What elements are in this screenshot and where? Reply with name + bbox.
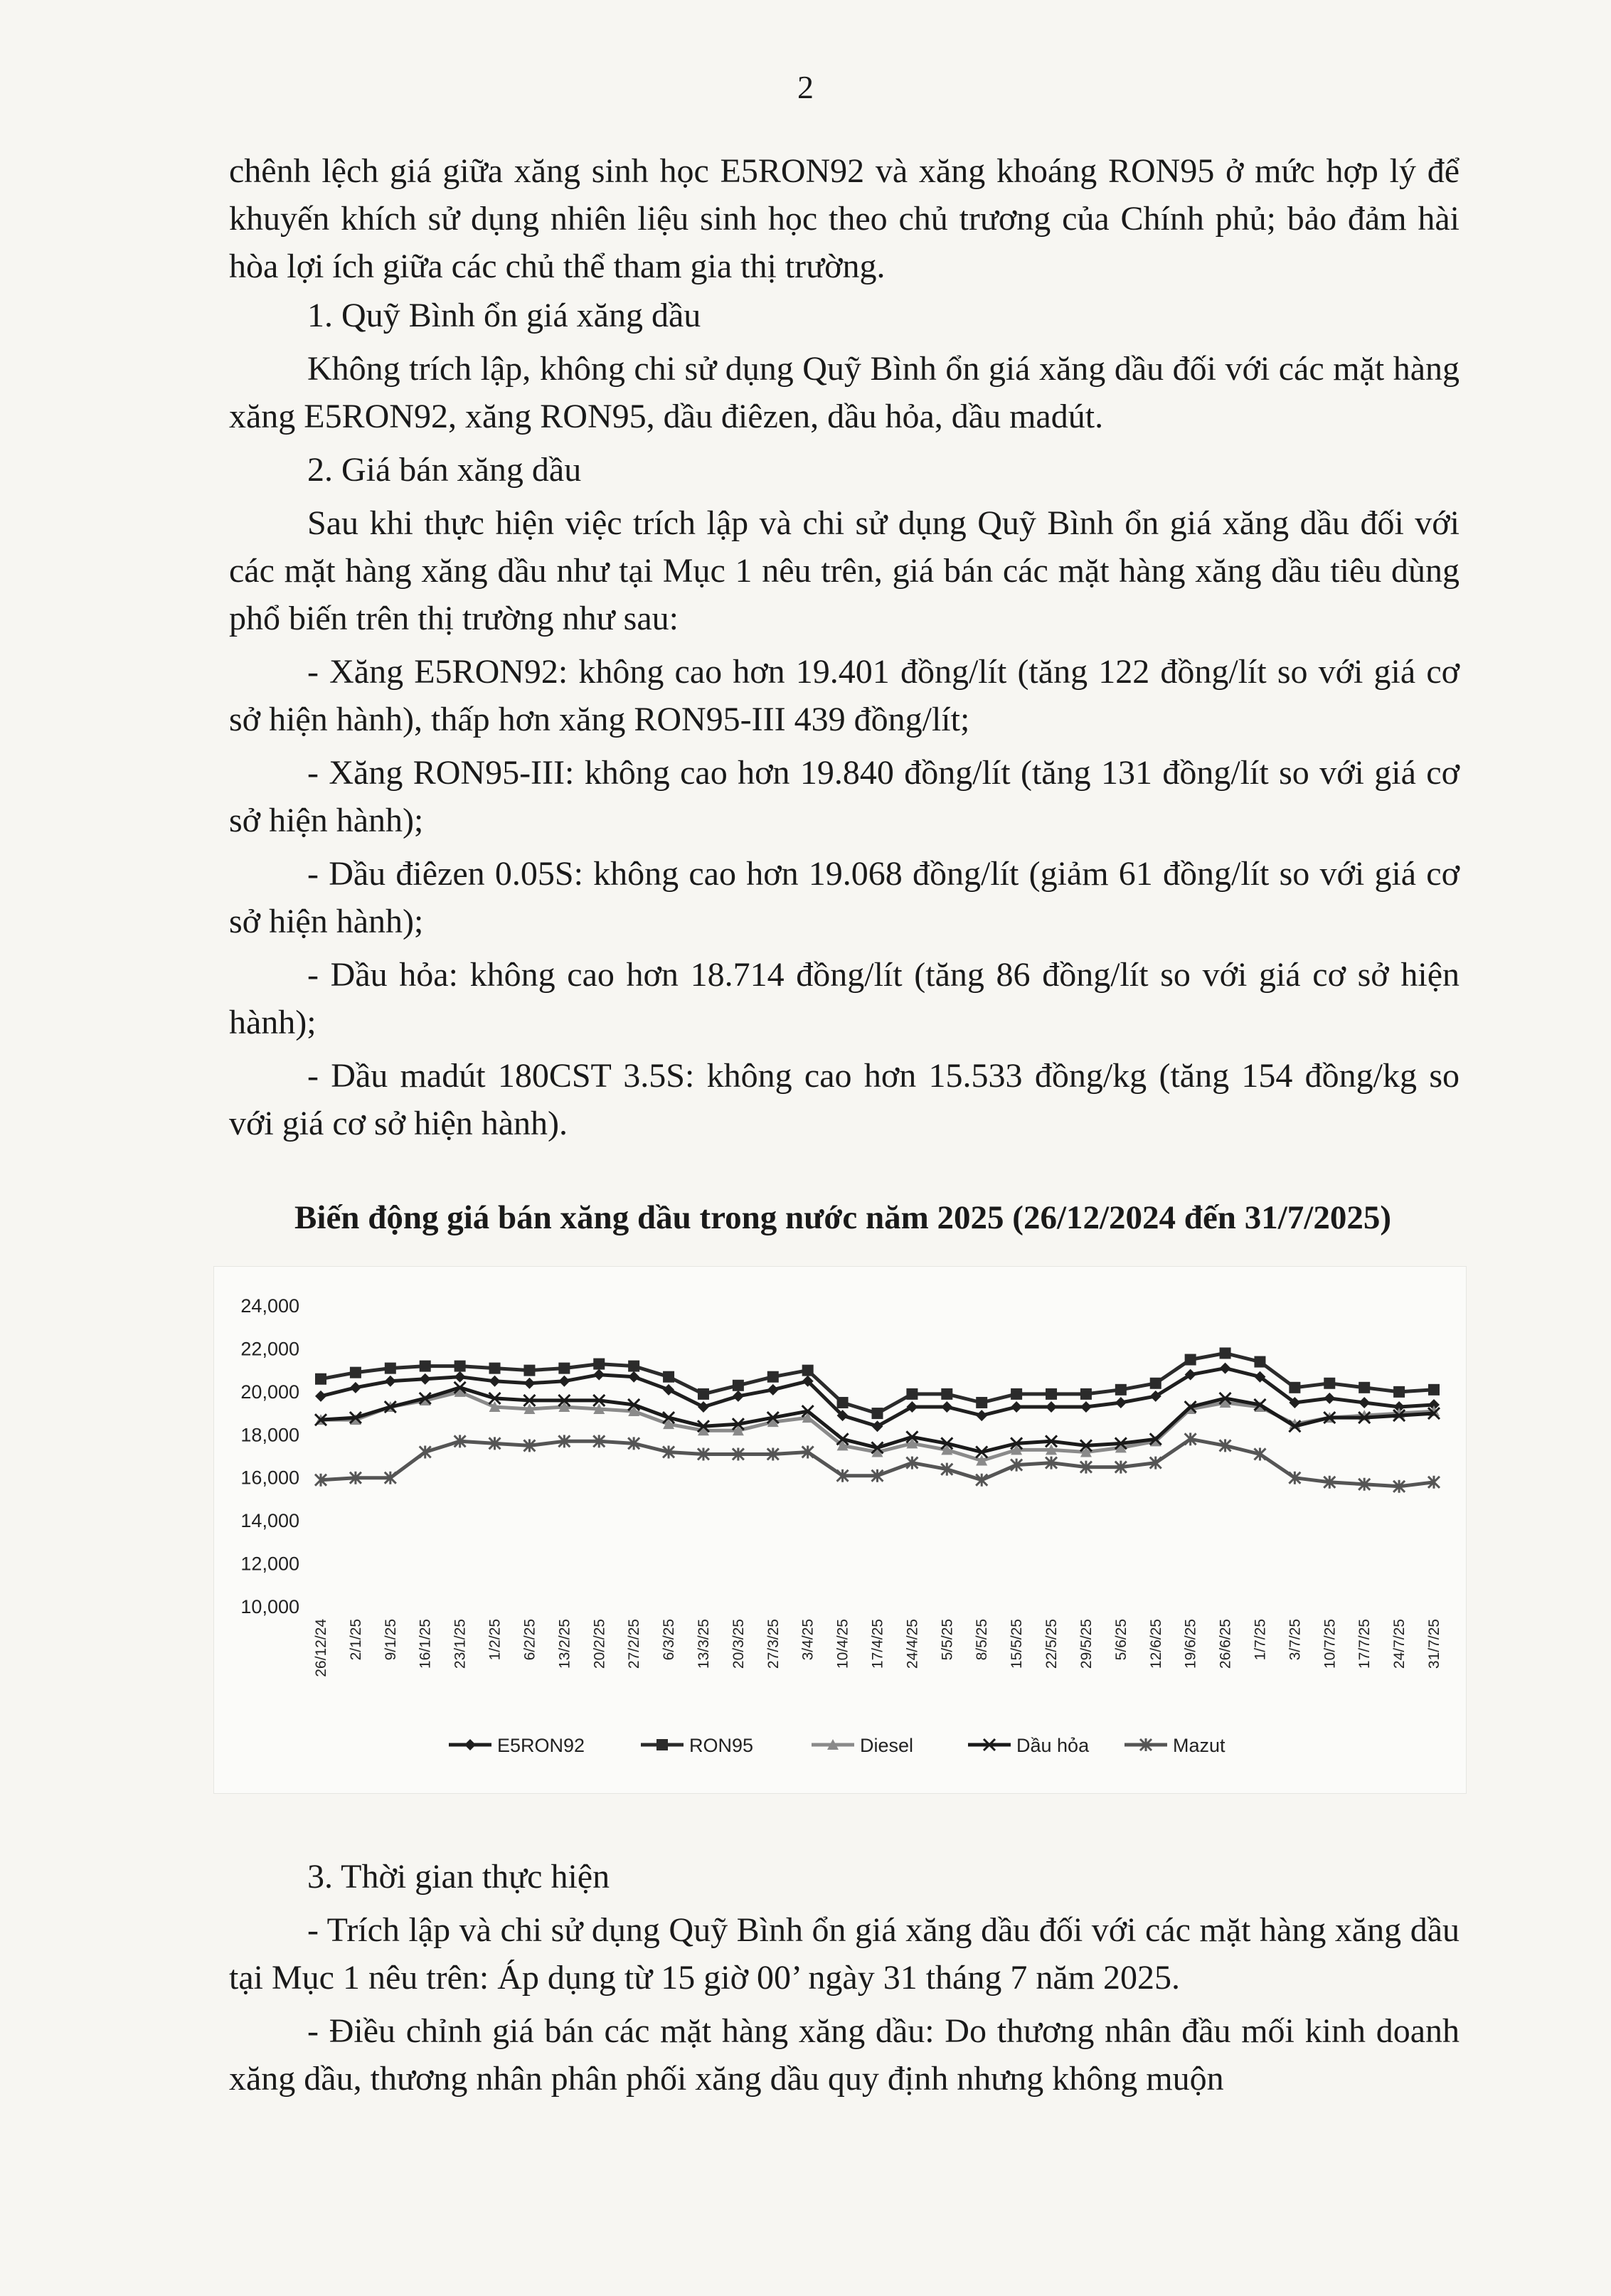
price-item-ron95: - Xăng RON95-III: không cao hơn 19.840 đồng/lít (tăng 131 đồng/lít so với giá cơ sở hiện hành); (229, 754, 1460, 839)
data-point (976, 1397, 987, 1408)
x-tick-label: 1/2/25 (487, 1619, 504, 1661)
x-tick-label: 17/4/25 (869, 1619, 886, 1669)
legend-item (449, 1735, 585, 1756)
chart-legend (449, 1735, 1225, 1756)
data-point (733, 1391, 744, 1402)
x-tick-label: 27/3/25 (765, 1619, 782, 1669)
data-point (628, 1371, 639, 1383)
legend-label: E5RON92 (497, 1735, 585, 1756)
data-point (1046, 1388, 1057, 1400)
data-point (523, 1365, 535, 1376)
y-tick-label: 16,000 (240, 1467, 299, 1489)
data-point (656, 1739, 668, 1750)
data-point (698, 1388, 709, 1400)
data-point (802, 1365, 814, 1376)
data-point (1115, 1397, 1127, 1408)
data-point (1220, 1347, 1231, 1359)
x-tick-label: 1/7/25 (1252, 1619, 1269, 1661)
legend-label: Dầu hỏa (1016, 1735, 1090, 1756)
data-point (906, 1388, 918, 1400)
data-point (1324, 1378, 1335, 1389)
data-point (767, 1384, 779, 1396)
series-dầu-hỏa (315, 1382, 1440, 1458)
x-tick-label: 2/1/25 (347, 1619, 364, 1661)
x-tick-label: 3/4/25 (799, 1619, 817, 1661)
price-item-kerosene: - Dầu hỏa: không cao hơn 18.714 đồng/lít (tăng 86 đồng/lít so với giá cơ sở hiện hành); (229, 956, 1460, 1041)
x-tick-label: 13/2/25 (556, 1619, 573, 1669)
x-tick-label: 26/6/25 (1217, 1619, 1234, 1669)
data-point (1359, 1397, 1370, 1408)
price-line-chart (214, 1267, 1466, 1793)
chart-title: Biến động giá bán xăng dầu trong nước năm 2025 (26/12/2024 đến 31/7/2025) (294, 1199, 1391, 1236)
y-tick-label: 12,000 (240, 1553, 299, 1575)
legend-item (641, 1735, 753, 1756)
y-tick-label: 24,000 (240, 1295, 299, 1317)
y-tick-label: 18,000 (240, 1424, 299, 1446)
data-point (315, 1373, 326, 1385)
data-point (1393, 1386, 1405, 1398)
data-point (733, 1380, 744, 1391)
data-point (1428, 1384, 1440, 1396)
data-point (1220, 1363, 1231, 1374)
data-point (420, 1361, 431, 1372)
data-point (1046, 1401, 1057, 1413)
x-tick-label: 23/1/25 (452, 1619, 469, 1669)
y-tick-label: 22,000 (240, 1338, 299, 1360)
data-point (1324, 1393, 1335, 1404)
y-tick-label: 20,000 (240, 1381, 299, 1403)
legend-item (1124, 1735, 1225, 1756)
data-point (1150, 1378, 1161, 1389)
x-tick-label: 6/3/25 (661, 1619, 678, 1661)
data-point (454, 1361, 466, 1372)
page-number: 2 (797, 69, 814, 105)
data-point (663, 1371, 674, 1383)
data-point (767, 1371, 779, 1383)
data-point (558, 1363, 570, 1374)
legend-label: RON95 (689, 1735, 754, 1756)
x-tick-label: 3/7/25 (1287, 1619, 1304, 1661)
x-tick-label: 10/4/25 (834, 1619, 851, 1669)
x-tick-label: 19/6/25 (1182, 1619, 1199, 1669)
x-tick-label: 12/6/25 (1147, 1619, 1164, 1669)
data-point (1080, 1388, 1092, 1400)
chart-frame (213, 1266, 1467, 1794)
x-axis-labels (313, 1619, 1442, 1677)
legend-label: Mazut (1173, 1735, 1225, 1756)
x-tick-label: 26/12/24 (313, 1619, 329, 1677)
x-tick-label: 24/7/25 (1391, 1619, 1408, 1669)
data-point (941, 1388, 952, 1400)
series-e5ron92 (315, 1363, 1440, 1433)
x-tick-label: 31/7/25 (1426, 1619, 1442, 1669)
price-item-mazut: - Dầu madút 180CST 3.5S: không cao hơn 15.533 đồng/kg (tăng 154 đồng/kg so với giá cơ sở hiện hành). (229, 1057, 1460, 1142)
x-tick-label: 5/6/25 (1112, 1619, 1129, 1661)
data-point (663, 1384, 674, 1396)
section-2-body: Sau khi thực hiện việc trích lập và chi sử dụng Quỹ Bình ổn giá xăng dầu đối với các mặt hàng xăng dầu như tại Mục 1 nêu trên, giá bán các mặt hàng xăng dầu tiêu dùng phổ biến trên thị trường như sau: (229, 504, 1460, 637)
data-point (1185, 1354, 1196, 1366)
x-tick-label: 16/1/25 (417, 1619, 434, 1669)
body-text-top (229, 147, 1460, 1147)
y-axis-labels (240, 1295, 299, 1617)
data-point (1115, 1384, 1127, 1396)
data-point (872, 1408, 883, 1419)
x-tick-label: 24/4/25 (904, 1619, 921, 1669)
data-point (489, 1363, 501, 1374)
x-tick-label: 13/3/25 (695, 1619, 712, 1669)
data-point (1011, 1388, 1022, 1400)
x-tick-label: 20/3/25 (730, 1619, 747, 1669)
data-point (523, 1378, 535, 1389)
data-point (976, 1410, 987, 1421)
data-point (464, 1739, 476, 1750)
x-tick-label: 5/5/25 (939, 1619, 956, 1661)
x-tick-label: 9/1/25 (382, 1619, 399, 1661)
x-tick-label: 6/2/25 (521, 1619, 538, 1661)
timing-item-price: - Điều chỉnh giá bán các mặt hàng xăng dầu: Do thương nhân đầu mối kinh doanh xăng dầu, thương nhân phân phối xăng dầu quy định nhưng không muộn (229, 2012, 1460, 2098)
x-tick-label: 22/5/25 (1043, 1619, 1060, 1669)
data-point (385, 1376, 396, 1387)
data-point (1254, 1356, 1265, 1368)
legend-item (812, 1735, 913, 1756)
x-tick-label: 15/5/25 (1009, 1619, 1026, 1669)
section-3-heading: 3. Thời gian thực hiện (307, 1858, 610, 1896)
data-point (420, 1373, 431, 1385)
x-tick-label: 17/7/25 (1356, 1619, 1373, 1669)
data-point (698, 1401, 709, 1413)
data-point (593, 1359, 605, 1370)
data-point (350, 1367, 361, 1378)
data-point (1359, 1382, 1370, 1393)
x-tick-label: 27/2/25 (626, 1619, 643, 1669)
data-point (593, 1369, 605, 1381)
data-point (628, 1361, 639, 1372)
data-point (837, 1397, 849, 1408)
series-mazut (315, 1433, 1440, 1492)
price-item-diesel: - Dầu điêzen 0.05S: không cao hơn 19.068 đồng/lít (giảm 61 đồng/lít so với giá cơ sở hiện hành); (229, 855, 1460, 940)
data-point (350, 1382, 361, 1393)
x-tick-label: 10/7/25 (1322, 1619, 1339, 1669)
price-item-e5ron92: - Xăng E5RON92: không cao hơn 19.401 đồng/lít (tăng 122 đồng/lít so với giá cơ sở hiện hành), thấp hơn xăng RON95-III 439 đồng/lít; (229, 653, 1460, 738)
section-1-heading: 1. Quỹ Bình ổn giá xăng dầu (307, 297, 701, 334)
legend-label: Diesel (860, 1735, 914, 1756)
data-point (941, 1401, 952, 1413)
x-tick-label: 8/5/25 (974, 1619, 991, 1661)
data-point (1289, 1382, 1300, 1393)
data-point (454, 1371, 466, 1383)
section-2-heading: 2. Giá bán xăng dầu (307, 451, 582, 489)
legend-item (968, 1735, 1090, 1756)
data-point (489, 1376, 501, 1387)
timing-item-fund: - Trích lập và chi sử dụng Quỹ Bình ổn giá xăng dầu đối với các mặt hàng xăng dầu tại Mục 1 nêu trên: Áp dụng từ 15 giờ 00’ ngày 31 tháng 7 năm 2025. (229, 1911, 1460, 1997)
y-tick-label: 14,000 (240, 1510, 299, 1532)
data-point (1011, 1401, 1022, 1413)
data-point (315, 1391, 326, 1402)
data-point (1080, 1401, 1092, 1413)
x-tick-label: 20/2/25 (591, 1619, 608, 1669)
data-point (558, 1376, 570, 1387)
data-point (385, 1363, 396, 1374)
x-tick-label: 29/5/25 (1078, 1619, 1095, 1669)
intro-paragraph: chênh lệch giá giữa xăng sinh học E5RON92 và xăng khoáng RON95 ở mức hợp lý để khuyến khích sử dụng nhiên liệu sinh học theo chủ trương của Chính phủ; bảo đảm hài hòa lợi ích giữa các chủ thể tham gia thị trường. (229, 152, 1460, 285)
body-text-bottom (229, 1853, 1460, 2103)
y-tick-label: 10,000 (240, 1596, 299, 1617)
section-1-body: Không trích lập, không chi sử dụng Quỹ Bình ổn giá xăng dầu đối với các mặt hàng xăng E5RON92, xăng RON95, dầu điêzen, dầu hỏa, dầu madút. (229, 350, 1460, 435)
